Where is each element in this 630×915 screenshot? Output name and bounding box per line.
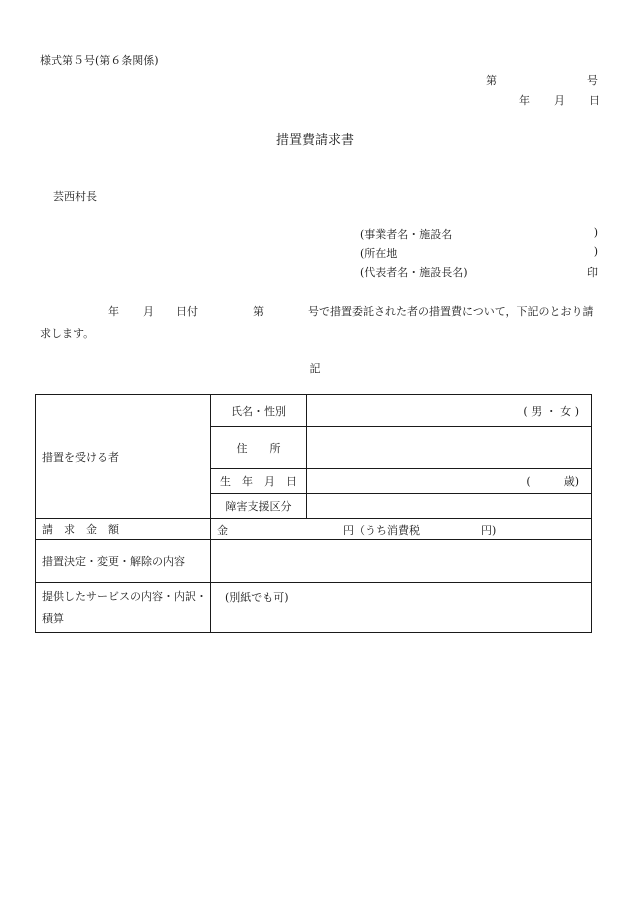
sender-representative bbox=[360, 264, 598, 280]
service-field[interactable] bbox=[211, 583, 592, 633]
decision-field[interactable] bbox=[211, 540, 592, 583]
date-month: 月 bbox=[554, 94, 565, 107]
business-name-label: (事業者名・施設名 bbox=[360, 228, 453, 241]
service-label-line1: 提供したサービスの内容・内訳・ bbox=[42, 589, 207, 603]
addressee: 芸西村長 bbox=[53, 190, 97, 203]
decision-label: 措置決定・変更・解除の内容 bbox=[36, 540, 211, 583]
address-label: (所在地 bbox=[360, 247, 398, 260]
name-gender-label: 氏名・性別 bbox=[211, 395, 307, 427]
body-number-prefix: 第 bbox=[253, 305, 264, 318]
amount-prefix: 金 bbox=[217, 524, 228, 537]
sender-business-name bbox=[360, 226, 598, 242]
seal-mark: 印 bbox=[587, 266, 598, 279]
birthdate-label: 生 年 月 日 bbox=[211, 469, 307, 494]
disability-field[interactable] bbox=[307, 494, 592, 519]
table-row bbox=[36, 583, 592, 633]
representative-label: (代表者名・施設長名) bbox=[360, 266, 468, 279]
body-text-line2: 求します。 bbox=[40, 327, 95, 340]
close-paren: ) bbox=[593, 245, 598, 258]
body-day-dated: 日付 bbox=[176, 305, 198, 318]
close-paren: ) bbox=[593, 226, 598, 239]
age-label: ( 歳) bbox=[526, 475, 579, 488]
date-day: 日 bbox=[589, 94, 600, 107]
service-note: (別紙でも可) bbox=[225, 591, 289, 604]
recipient-label: 措置を受ける者 bbox=[36, 395, 211, 519]
amount-label: 請 求 金 額 bbox=[36, 519, 211, 540]
amount-yen: 円（うち消費税 bbox=[343, 524, 420, 537]
birthdate-field[interactable] bbox=[307, 469, 592, 494]
name-gender-field[interactable] bbox=[307, 395, 592, 427]
form-label: 様式第５号(第６条関係) bbox=[40, 54, 159, 67]
table-row bbox=[36, 540, 592, 583]
amount-tax-yen: 円) bbox=[481, 524, 497, 537]
number-suffix: 号 bbox=[587, 74, 598, 87]
table-row bbox=[36, 519, 592, 540]
request-table bbox=[35, 394, 592, 633]
disability-label: 障害支援区分 bbox=[211, 494, 307, 519]
number-prefix: 第 bbox=[486, 74, 497, 87]
amount-field[interactable] bbox=[211, 519, 592, 540]
table-row bbox=[36, 395, 592, 427]
address-label: 住 所 bbox=[211, 427, 307, 469]
page-title: 措置費請求書 bbox=[275, 133, 354, 148]
gender-options: ( 男 ・ 女 ) bbox=[523, 404, 579, 418]
ki-heading: 記 bbox=[309, 362, 321, 375]
sender-address bbox=[360, 245, 598, 261]
service-label-line2: 積算 bbox=[42, 611, 64, 625]
body-year: 年 bbox=[108, 305, 119, 318]
body-month: 月 bbox=[143, 305, 154, 318]
address-field[interactable] bbox=[307, 427, 592, 469]
service-label bbox=[36, 583, 211, 633]
date-year: 年 bbox=[519, 94, 530, 107]
body-text-line1: 号で措置委託された者の措置費について，下記のとおり請 bbox=[308, 305, 594, 318]
